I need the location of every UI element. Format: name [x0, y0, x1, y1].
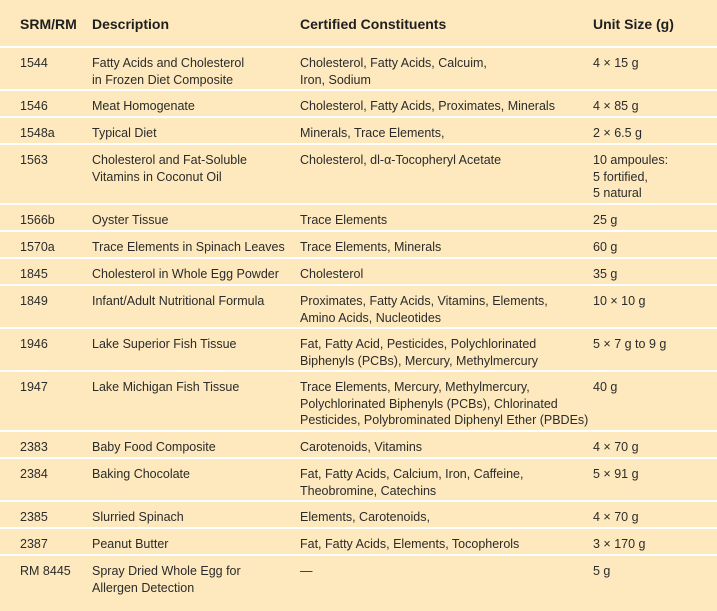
table-row — [0, 118, 717, 145]
table-row — [0, 232, 717, 259]
cell-srm: 2387 — [20, 537, 48, 551]
table-row — [0, 432, 717, 459]
cell-description: Baby Food Composite — [92, 440, 216, 454]
cell-description: Peanut Butter — [92, 537, 169, 551]
cell-constituents: Cholesterol, Fatty Acids, Calcuim, Iron, Sodium — [300, 56, 487, 87]
table-row — [0, 372, 717, 432]
cell-constituents: Elements, Carotenoids, — [300, 510, 430, 524]
cell-unit-size: 5 g — [593, 564, 611, 578]
cell-srm: 2383 — [20, 440, 48, 454]
cell-unit-size: 60 g — [593, 240, 618, 254]
table-row — [0, 48, 717, 91]
cell-unit-size: 4 × 85 g — [593, 99, 639, 113]
cell-unit-size: 2 × 6.5 g — [593, 126, 642, 140]
cell-description: Cholesterol in Whole Egg Powder — [92, 267, 279, 281]
cell-constituents: — — [300, 564, 313, 578]
cell-constituents: Cholesterol — [300, 267, 364, 281]
cell-unit-size: 4 × 15 g — [593, 56, 639, 70]
table-row — [0, 259, 717, 286]
cell-description: Trace Elements in Spinach Leaves — [92, 240, 285, 254]
header-srm: SRM/RM — [20, 16, 77, 32]
cell-srm: 1947 — [20, 380, 48, 394]
cell-unit-size: 25 g — [593, 213, 618, 227]
table-row — [0, 286, 717, 329]
cell-constituents: Minerals, Trace Elements, — [300, 126, 445, 140]
cell-unit-size: 10 ampoules: 5 fortified, 5 natural — [593, 153, 669, 200]
cell-srm: 1845 — [20, 267, 48, 281]
cell-srm: 1548a — [20, 126, 55, 140]
cell-constituents: Trace Elements, Minerals — [300, 240, 442, 254]
cell-unit-size: 10 × 10 g — [593, 294, 646, 308]
table-row — [0, 459, 717, 502]
header-constituents: Certified Constituents — [300, 16, 447, 32]
cell-description: Spray Dried Whole Egg for Allergen Detection — [92, 564, 241, 595]
cell-srm: 1946 — [20, 337, 48, 351]
table-row — [0, 205, 717, 232]
cell-constituents: Proximates, Fatty Acids, Vitamins, Elements, Amino Acids, Nucleotides — [300, 294, 548, 325]
cell-unit-size: 5 × 91 g — [593, 467, 639, 481]
table-body — [0, 48, 717, 599]
cell-constituents: Fat, Fatty Acids, Calcium, Iron, Caffeine, Theobromine, Catechins — [300, 467, 524, 498]
cell-description: Cholesterol and Fat-Soluble Vitamins in Coconut Oil — [92, 153, 247, 184]
cell-srm: 2384 — [20, 467, 48, 481]
cell-srm: 1546 — [20, 99, 48, 113]
table-row — [0, 556, 717, 599]
table-row — [0, 145, 717, 205]
cell-unit-size: 4 × 70 g — [593, 510, 639, 524]
cell-constituents: Carotenoids, Vitamins — [300, 440, 423, 454]
cell-unit-size: 5 × 7 g to 9 g — [593, 337, 667, 351]
cell-constituents: Cholesterol, Fatty Acids, Proximates, Minerals — [300, 99, 555, 113]
cell-srm: 1544 — [20, 56, 48, 70]
cell-unit-size: 40 g — [593, 380, 618, 394]
cell-unit-size: 3 × 170 g — [593, 537, 646, 551]
table-row — [0, 329, 717, 372]
cell-srm: 2385 — [20, 510, 48, 524]
cell-unit-size: 4 × 70 g — [593, 440, 639, 454]
cell-srm: 1570a — [20, 240, 55, 254]
cell-description: Lake Michigan Fish Tissue — [92, 380, 240, 394]
cell-description: Oyster Tissue — [92, 213, 169, 227]
table-row — [0, 91, 717, 118]
header-description: Description — [92, 16, 170, 32]
cell-constituents: Trace Elements, Mercury, Methylmercury, Polychlorinated Biphenyls (PCBs), Chlorinated Pesticides, Polybrominated Diphenyl Ether (PBDEs) — [300, 380, 589, 427]
cell-constituents: Cholesterol, dl-α-Tocopheryl Acetate — [300, 153, 502, 167]
cell-srm: 1563 — [20, 153, 48, 167]
cell-description: Typical Diet — [92, 126, 157, 140]
cell-description: Meat Homogenate — [92, 99, 195, 113]
table-row — [0, 502, 717, 529]
cell-srm: 1566b — [20, 213, 55, 227]
cell-srm: 1849 — [20, 294, 48, 308]
header-unit-size: Unit Size (g) — [593, 16, 674, 32]
table-header — [0, 0, 717, 48]
cell-constituents: Fat, Fatty Acids, Elements, Tocopherols — [300, 537, 520, 551]
cell-unit-size: 35 g — [593, 267, 618, 281]
table-row — [0, 529, 717, 556]
cell-description: Lake Superior Fish Tissue — [92, 337, 237, 351]
cell-constituents: Fat, Fatty Acid, Pesticides, Polychlorinated Biphenyls (PCBs), Mercury, Methylmercury — [300, 337, 539, 368]
cell-description: Infant/Adult Nutritional Formula — [92, 294, 265, 308]
cell-srm: RM 8445 — [20, 564, 71, 578]
cell-description: Fatty Acids and Cholesterol in Frozen Diet Composite — [92, 56, 245, 87]
cell-description: Baking Chocolate — [92, 467, 190, 481]
cell-description: Slurried Spinach — [92, 510, 184, 524]
cell-constituents: Trace Elements — [300, 213, 388, 227]
